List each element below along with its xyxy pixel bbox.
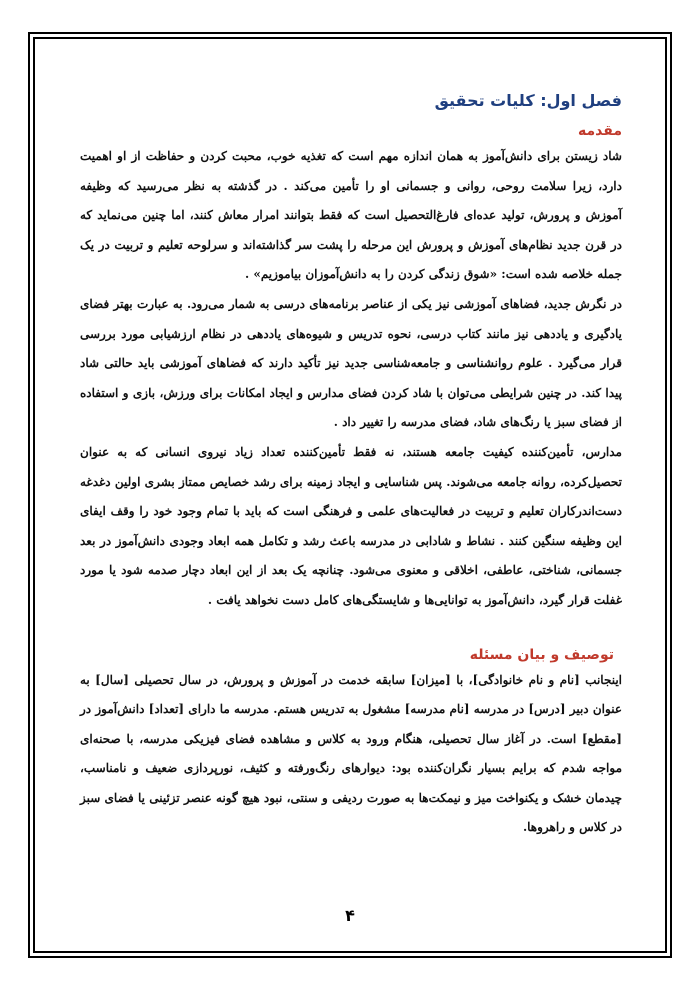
intro-paragraph-3: مدارس، تأمین‌کننده کیفیت جامعه هستند، نه فقط تأمین‌کننده تعداد زیاد نیروی انسانی که به عنوان تحصیل‌کرده، روانه جامعه می‌شوند. پس شناسایی و ایجاد زمینه برای رشد خصایص ممتاز بشری اولین دغدغه دست‌اندرکاران تعلیم و تربیت در فعالیت‌های علمی و فرهنگی است که باید با تمام وجود خود را وقف ایفای این وظیفه سنگین کنند . نشاط و شادابی در مدرسه باعث رشد و تکامل همه ابعاد وجودی دانش‌آموز در بعد جسمانی، شناختی، عاطفی، اخلاقی و معنوی می‌شود. چنانچه یک بعد از این ابعاد دچار صدمه شود یا مورد غفلت قرار گیرد، دانش‌آموز به توانایی‌ها و شایستگی‌های کامل دست نخواهد یافت .: [80, 444, 622, 607]
section-heading-problem-statement: توصیف و بیان مسئله: [469, 646, 614, 663]
page-number: ۴: [345, 906, 355, 925]
problem-paragraph-1: اینجانب [نام و نام خانوادگی]، با [میزان] سابقه خدمت در آموزش و پرورش، در سال تحصیلی [سال] به عنوان دبیر [درس] در مدرسه [نام مدرسه] مشغول به تدریس هستم. مدرسه ما دارای [تعداد] دانش‌آموز در [مقطع] است. در آغاز سال تحصیلی، هنگام ورود به کلاس و مشاهده فضای فیزیکی مدرسه، با صحنه‌ای مواجه شدم که برایم بسیار نگران‌کننده بود: دیوارهای رنگ‌ورفته و کثیف، نورپردازی ضعیف و نامناسب، چیدمان خشک و یکنواخت میز و نیمکت‌ها به صورت ردیفی و سنتی، نبود هیچ گونه عنصر تزئینی یا فضای سبز در کلاس و راهروها.: [80, 672, 622, 835]
chapter-title: فصل اول: کلیات تحقیق: [434, 91, 622, 110]
section-heading-introduction: مقدمه: [578, 123, 622, 139]
intro-paragraph-1: شاد زیستن برای دانش‌آموز به همان اندازه مهم است که تغذیه خوب، محبت کردن و حفاظت از او اهمیت دارد، زیرا سلامت روحی، روانی و جسمانی او را تأمین می‌کند . در گذشته به نظر می‌رسید که وظیفه آموزش و پرورش، تولید عده‌ای فارغ‌التحصیل است که فقط بتوانند امرار معاش کنند، اما چنین می‌نماید که در قرن جدید نظام‌های آموزش و پرورش این مرحله را پشت سر گذاشته‌اند و سرلوحه تعلیم و تربیت در یک جمله خلاصه شده است: «شوق زندگی کردن را به دانش‌آموزان بیاموزیم» .: [80, 149, 622, 282]
intro-paragraph-2: در نگرش جدید، فضاهای آموزشی نیز یکی از عناصر برنامه‌های درسی به شمار می‌رود. به عبارت بهتر فضای یادگیری و یاددهی نیز مانند کتاب درسی، نحوه تدریس و شیوه‌های یاددهی در نظام ارزشیابی مورد بررسی قرار می‌گیرد . علوم روانشناسی و جامعه‌شناسی جدید نیز تأکید دارند که فضاهای آموزشی باید حالتی شاد پیدا کند. در چنین شرایطی می‌توان با شاد کردن فضای مدارس و ایجاد امکانات برای ورزش، بازی و استفاده از فضای سبز یا رنگ‌های شاد، فضای مدرسه را تغییر داد .: [80, 296, 622, 430]
page-content: [80, 88, 622, 843]
